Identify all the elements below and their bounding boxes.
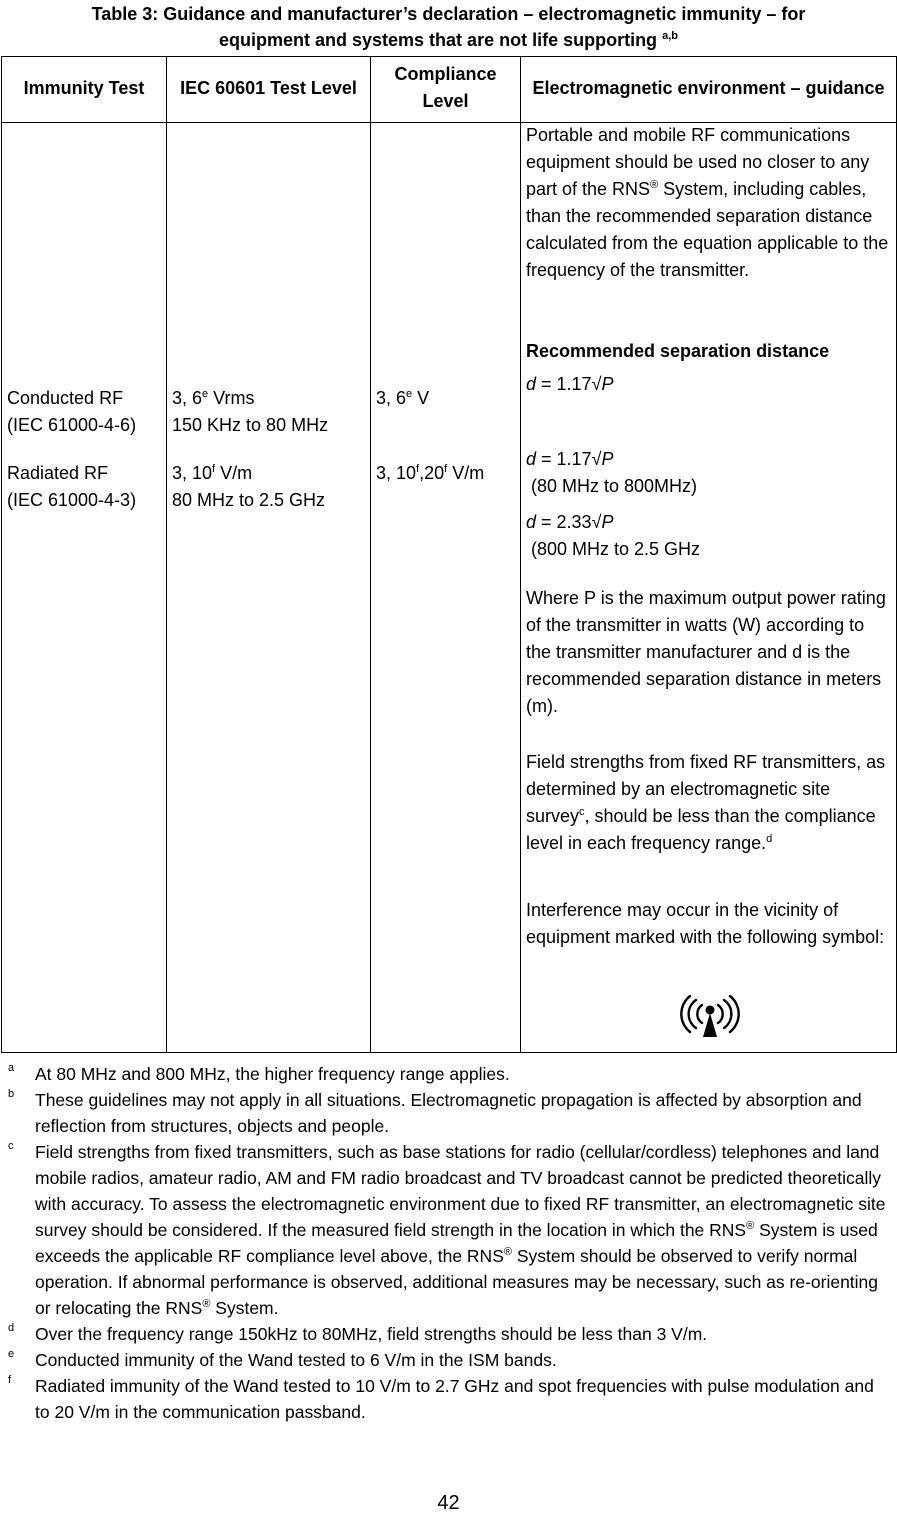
header-compliance-level: Compliance Level [371, 57, 521, 123]
page-number: 42 [437, 1492, 460, 1514]
radiated-iec-level: 3, 10$^f$ V/m 80 MHz to 2.5 GHz [172, 463, 326, 510]
conducted-compliance-level: 3, 6e V [376, 388, 430, 408]
immunity-table [1, 56, 897, 1053]
footnote-b: b These guidelines may not apply in all situations. Electromagnetic propagation is affected by absorption and reflection from structures, objects and people. [8, 1088, 862, 1136]
footnote-a: a At 80 MHz and 800 MHz, the higher frequency range applies. [8, 1062, 510, 1084]
where-p-text: Where P is the maximum output power rating of the transmitter in watts (W) according to the transmitter manufacturer and d is the recommended separation distance in meters (m). [526, 588, 886, 716]
immunity-test-cell [2, 123, 167, 1053]
table-body-row [2, 123, 897, 1053]
non-ionizing-radiation-icon [678, 993, 742, 1041]
recommended-distance-heading: Recommended separation distance [526, 341, 830, 361]
conducted-formula: d = 1.17√P [526, 374, 614, 394]
compliance-level-cell [371, 123, 521, 1053]
table-title [0, 0, 897, 53]
table-title-line1: Table 3: Guidance and manufacturer’s declaration – electromagnetic immunity – for [91, 4, 806, 24]
radiated-compliance-level: 3, 10$^f$,20$^f$ V/m [376, 463, 485, 483]
radiated-formula-1: d = 1.17√P (80 MHz to 800MHz) [526, 449, 698, 496]
footnote-f: f Radiated immunity of the Wand tested to 10 V/m to 2.7 GHz and spot frequencies with pulse modulation and to 20 V/m in the communication passband. [8, 1374, 874, 1422]
radiated-rf-test: Radiated RF (IEC 61000-4-3) [7, 463, 137, 510]
conducted-iec-level: 3, 6e Vrms 150 KHz to 80 MHz [172, 388, 329, 435]
field-strengths-text: Field strengths from fixed RF transmitters, as determined by an electromagnetic site survey$^c$, should be less than the compliance level in each frequency range.$^d$ [526, 752, 886, 853]
radiated-formula-2: d = 2.33√P (800 MHz to 2.5 GHz [526, 512, 701, 559]
guidance-intro: Portable and mobile RF communications equipment should be used no closer to any part of the RNS® System, including cables, than the recommended separation distance calculated from the equation applicable to the frequency of the transmitter. [526, 125, 889, 280]
header-guidance: Electromagnetic environment – guidance [521, 57, 897, 123]
footnote-e: e Conducted immunity of the Wand tested to 6 V/m in the ISM bands. [8, 1348, 557, 1370]
iec-level-cell [167, 123, 371, 1053]
table-header-row [2, 57, 897, 123]
table-title-line2: equipment and systems that are not life supporting $^{a,b}$ [219, 30, 678, 50]
header-immunity-test: Immunity Test [2, 57, 167, 123]
footnote-d: d Over the frequency range 150kHz to 80MHz, field strengths should be less than 3 V/m. [8, 1322, 708, 1344]
footnotes [0, 1061, 897, 1425]
header-iec-level: IEC 60601 Test Level [167, 57, 371, 123]
footnote-c: c Field strengths from fixed transmitters, such as base stations for radio (cellular/cordless) telephones and land mobile radios, amateur radio, AM and FM radio broadcast and TV broadcast cannot be predicted theoretically with accuracy. To assess the electromagnetic environment due to fixed RF transmitter, an electromagnetic site survey should be considered. If the measured field strength in the location in which the RNS® System is used exceeds the applicable RF compliance level above, the RNS® System should be observed to verify normal operation. If abnormal performance is observed, additional measures may be necessary, such as re-orienting or relocating the RNS® System. [8, 1140, 886, 1318]
interference-text: Interference may occur in the vicinity of equipment marked with the following symbol: [526, 900, 885, 947]
conducted-rf-test: Conducted RF (IEC 61000-4-6) [7, 388, 137, 435]
guidance-cell [521, 123, 897, 1053]
